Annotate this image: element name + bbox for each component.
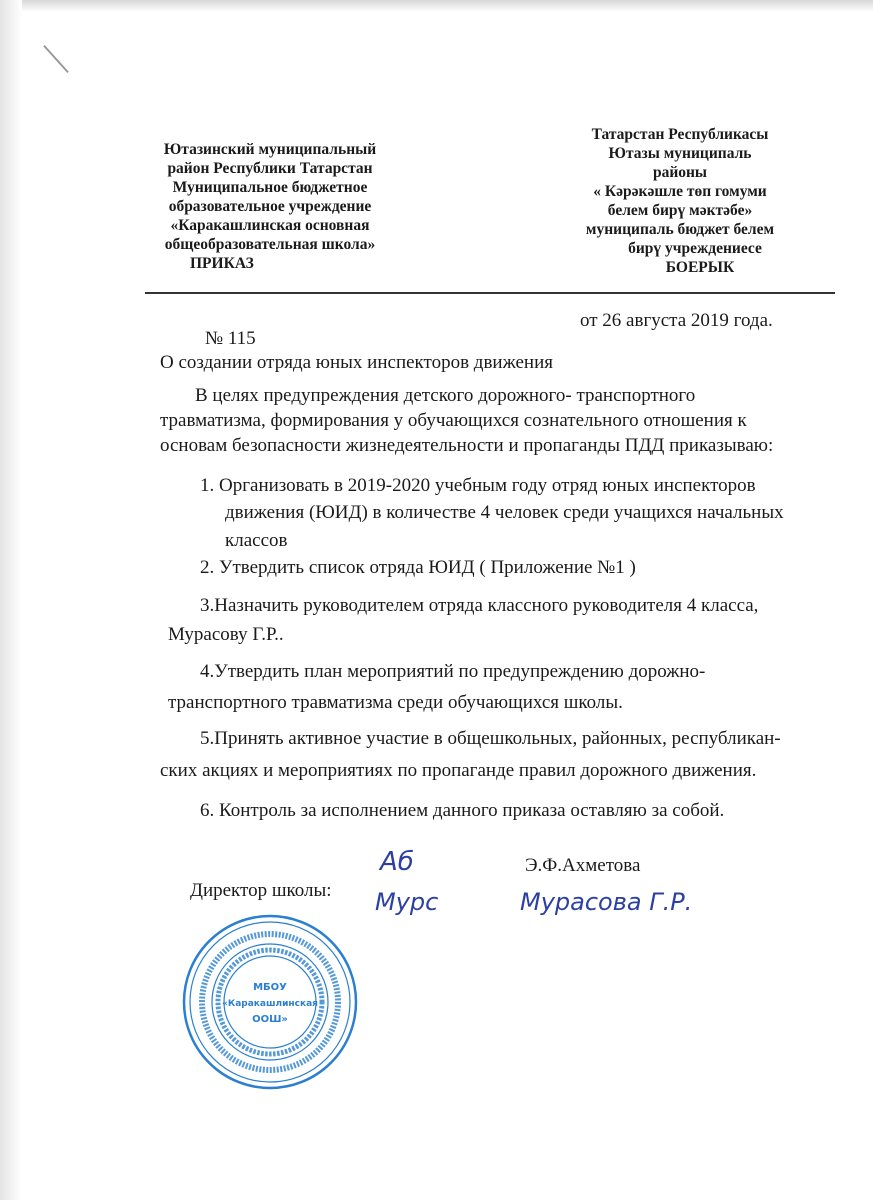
order-title: О создании отряда юных инспекторов движения [160,352,553,373]
header-left-line: Муниципальное бюджетное [172,179,368,196]
header-right-line: бирү учреждениесе [628,240,762,257]
header-right-line: муниципаль бюджет белем [585,221,775,238]
header-right-line: « Кәрәкәшле төп гомуми [593,183,767,200]
item-1-line: 1. Организовать в 2019-2020 учебным году отряд юных инспекторов [200,475,756,496]
director-name: Э.Ф.Ахметова [525,855,641,876]
director-signature: Аб [380,847,414,877]
header-left-title: ПРИКАЗ [190,255,254,272]
header-left-line: «Каракашлинская основная [170,217,370,234]
header-divider [145,292,835,294]
director-role: Директор школы: [190,880,332,901]
header-right [560,125,800,277]
header-left-line: район Республики Татарстан [167,160,373,177]
seal-line: МБОУ [253,982,287,993]
header-right-line: Татарстан Республикасы [591,126,769,143]
item-4-line: транспортного травматизма среди обучающихся школы. [168,692,623,713]
item-1-line: классов [225,530,288,551]
order-date: от 26 августа 2019 года. [580,310,773,331]
header-right-line: районы [652,164,708,181]
item-5-line: ских акциях и мероприятиях по пропаганде правил дорожного движения. [160,760,757,781]
seal-line: ООШ» [252,1014,288,1025]
header-left [145,140,395,273]
familiarized-signature: Мурс [375,888,439,916]
header-left-line: общеобразовательная школа» [164,236,376,253]
item-3-line: 3.Назначить руководителем отряда классного руководителя 4 класса, [200,595,759,616]
header-right-line: белем бирү мәктәбе» [607,202,753,219]
item-4-line: 4.Утвердить план мероприятий по предупреждению дорожно- [200,661,706,682]
item-6: 6. Контроль за исполнением данного приказа оставляю за собой. [200,800,725,821]
order-number: № 115 [205,328,256,349]
header-left-line: Ютазинский муниципальный [163,141,377,158]
preamble-line: В целях предупреждения детского дорожного- транспортного [195,385,696,406]
school-seal [180,912,360,1092]
header-left-line: образовательное учреждение [168,198,372,215]
item-3-line: Мурасову Г.Р.. [168,624,284,645]
item-1-line: движения (ЮИД) в количестве 4 человек среди учащихся начальных [225,502,784,523]
header-right-title: БОЕРЫК [665,259,735,276]
preamble-line: травматизма, формирования у обучающихся сознательного отношения к [160,410,747,431]
preamble-line: основам безопасности жизнедеятельности и пропаганды ПДД приказываю: [160,435,774,456]
header-right-line: Ютазы муниципаль [608,145,752,162]
seal-line: «Каракашлинская [222,999,318,1009]
item-2: 2. Утвердить список отряда ЮИД ( Приложение №1 ) [200,557,636,578]
familiarized-name-handwritten: Мурасова Г.Р. [520,888,693,916]
item-5-line: 5.Принять активное участие в общешкольных, районных, республикан- [200,728,781,749]
